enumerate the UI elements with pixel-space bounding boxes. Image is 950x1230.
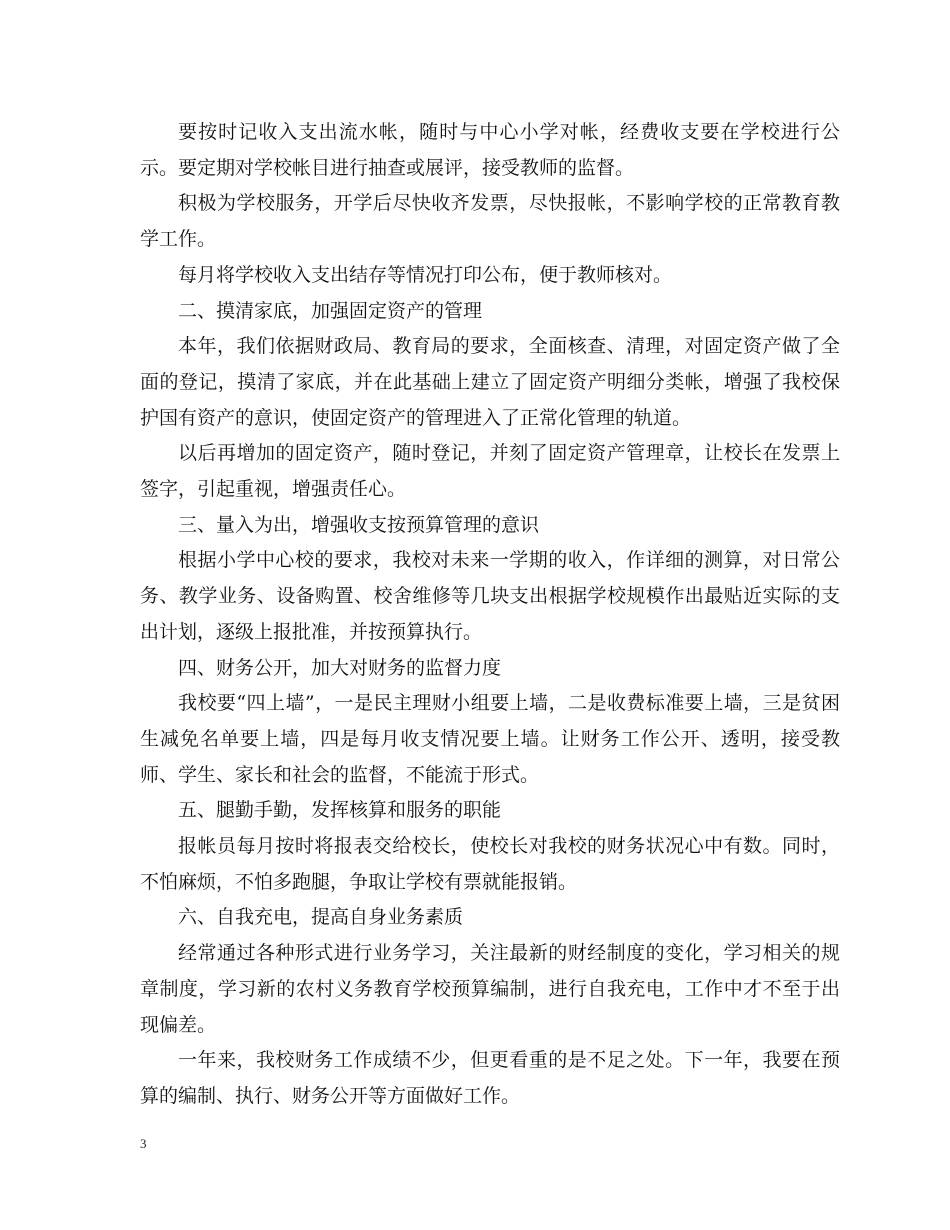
paragraph-1: 要按时记收入支出流水帐，随时与中心小学对帐，经费收支要在学校进行公示。要定期对学校帐目进行抽查或展评，接受教师的监督。 <box>140 121 840 179</box>
paragraph-7: 我校要“四上墙”，一是民主理财小组要上墙，二是收费标准要上墙，三是贫困生减免名单要上墙，四是每月收支情况要上墙。让财务工作公开、透明，接受教师、学生、家长和社会的监督，不能流于形式。 <box>140 692 840 786</box>
section-heading-4: 四、财务公开，加大对财务的监督力度 <box>178 656 502 679</box>
section-heading-3: 三、量入为出，增强收支按预算管理的意识 <box>178 513 540 536</box>
page-number: 3 <box>140 1136 147 1151</box>
paragraph-6: 根据小学中心校的要求，我校对未来一学期的收入，作详细的测算，对日常公务、教学业务、设备购置、校舍维修等几块支出根据学校规模作出最贴近实际的支出计划，逐级上报批准，并按预算执行。 <box>140 549 840 643</box>
paragraph-9: 经常通过各种形式进行业务学习，关注最新的财经制度的变化，学习相关的规章制度，学习新的农村义务教育学校预算编制，进行自我充电，工作中才不至于出现偏差。 <box>140 942 840 1036</box>
paragraph-5: 以后再增加的固定资产，随时登记，并刻了固定资产管理章，让校长在发票上签字，引起重视，增强责任心。 <box>140 442 840 501</box>
section-heading-2: 二、摸清家底，加强固定资产的管理 <box>178 299 483 322</box>
section-heading-5: 五、腿勤手勤，发挥核算和服务的职能 <box>178 799 502 822</box>
paragraph-8: 报帐员每月按时将报表交给校长，使校长对我校的财务状况心中有数。同时，不怕麻烦，不怕多跑腿，争取让学校有票就能报销。 <box>140 835 840 893</box>
paragraph-10: 一年来，我校财务工作成绩不少，但更看重的是不足之处。下一年，我要在预算的编制、执行、财务公开等方面做好工作。 <box>140 1049 840 1107</box>
paragraph-4: 本年，我们依据财政局、教育局的要求，全面核查、清理，对固定资产做了全面的登记，摸清了家底，并在此基础上建立了固定资产明细分类帐，增强了我校保护国有资产的意识，使固定资产的管理进入了正常化管理的轨道。 <box>140 335 840 429</box>
section-heading-6: 六、自我充电，提高自身业务素质 <box>178 906 464 929</box>
paragraph-2: 积极为学校服务，开学后尽快收齐发票，尽快报帐，不影响学校的正常教育教学工作。 <box>140 192 840 251</box>
paragraph-3: 每月将学校收入支出结存等情况打印公布，便于教师核对。 <box>178 263 673 286</box>
document-body <box>140 115 840 1115</box>
